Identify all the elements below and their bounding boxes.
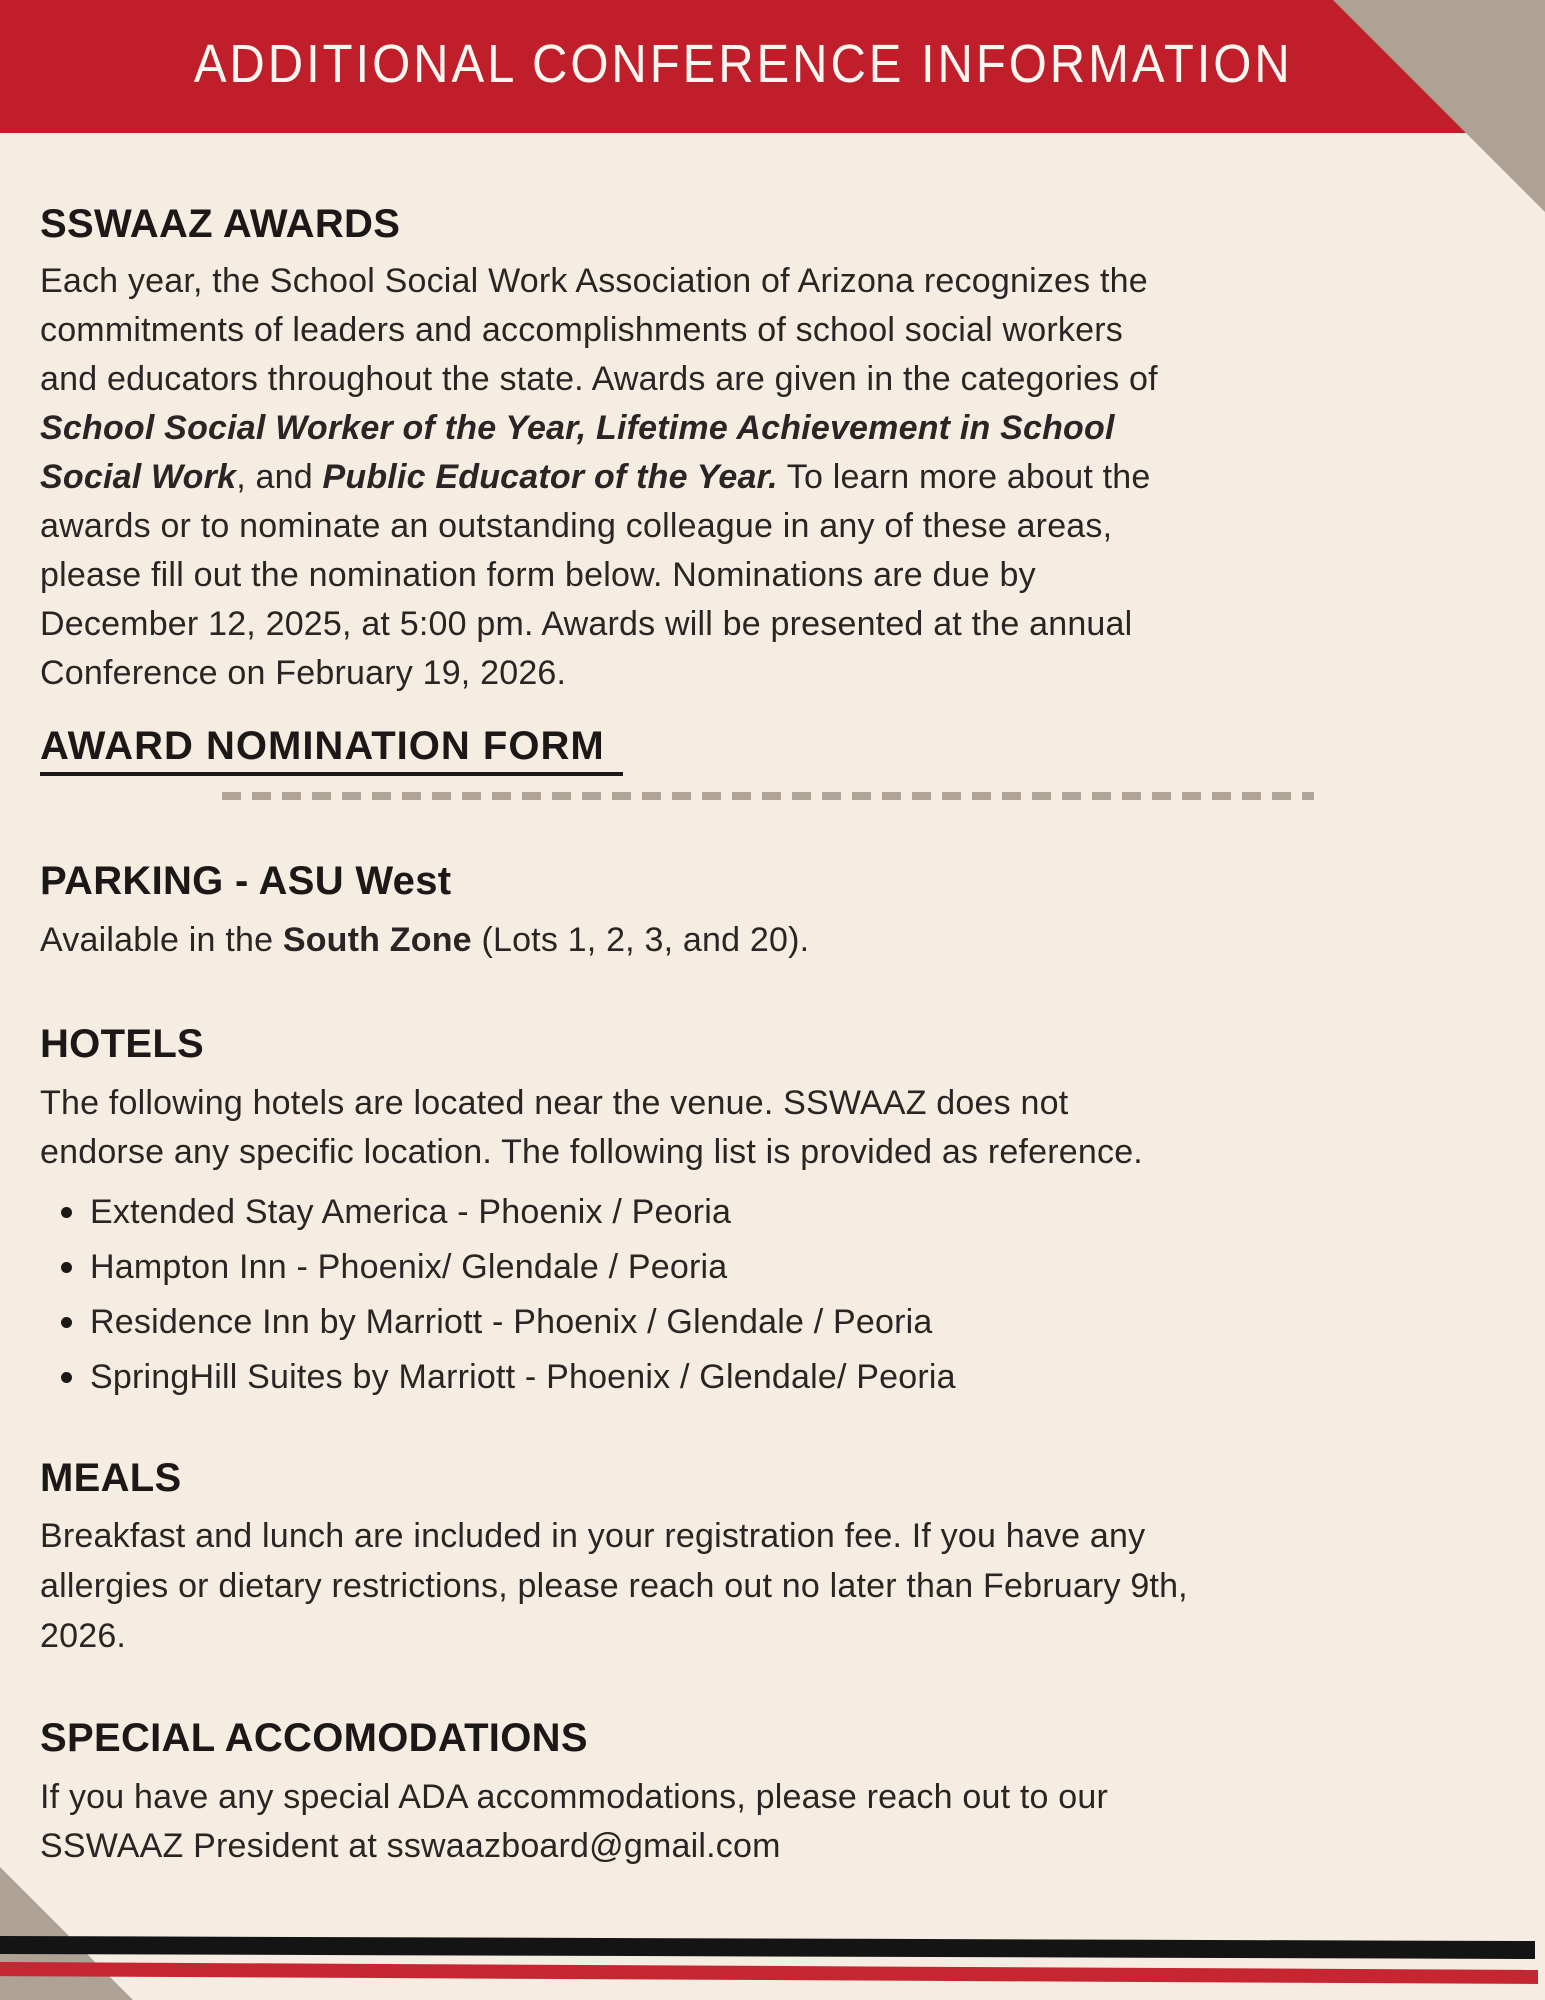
email-text: sswaazboard@gmail.com [386,1827,781,1865]
text-segment: The following hotels are located near the venue. SSWAAZ does not [40,1084,1069,1122]
section-accommodations [40,1715,1505,1871]
text-line [40,502,1505,551]
text-line [40,1773,1505,1822]
dashed-divider [222,792,1314,800]
text-line [40,355,1505,404]
text-line [40,453,1505,502]
text-segment: Social Work [40,458,237,496]
text-line [40,1611,1505,1661]
accommodations-paragraph [40,1773,1505,1871]
text-segment: and educators throughout the state. Awards are given in the categories of [40,360,1158,398]
text-line [40,600,1505,649]
hotel-list-item: Extended Stay America - Phoenix / Peoria [40,1185,1505,1240]
text-segment: allergies or dietary restrictions, please reach out no later than February 9th, [40,1567,1188,1605]
hotel-list-item: Hampton Inn - Phoenix/ Glendale / Peoria [40,1240,1505,1295]
text-segment: South Zone [282,921,472,959]
content [0,201,1545,1871]
text-line [40,649,1505,698]
footer-black-stripe [0,1936,1535,1959]
hotels-paragraph [40,1079,1505,1177]
text-segment: please fill out the nomination form below. Nominations are due by [40,556,1036,594]
hotel-list-item: SpringHill Suites by Marriott - Phoenix / Glendale/ Peoria [40,1350,1505,1405]
parking-paragraph [40,916,1505,965]
text-line [40,257,1505,306]
section-parking [40,858,1505,965]
text-segment: Available in the [40,921,283,959]
accommodations-heading: SPECIAL ACCOMODATIONS [40,1716,588,1760]
text-line [40,404,1505,453]
text-line [40,1822,1505,1871]
text-segment: endorse any specific location. The following list is provided as reference. [40,1133,1143,1171]
text-segment: December 12, 2025, at 5:00 pm. Awards will be presented at the annual [40,605,1133,643]
text-segment: School Social Worker of the Year, Lifetime Achievement in School [40,409,1115,447]
text-line [40,1561,1505,1611]
award-nomination-form-link[interactable]: AWARD NOMINATION FORM [40,724,623,776]
parking-heading: PARKING - ASU West [40,859,452,903]
text-segment: Conference on February 19, 2026. [40,654,567,692]
hotels-heading: HOTELS [40,1022,205,1066]
text-segment: To learn more about the [777,458,1151,496]
text-segment: If you have any special ADA accommodations, please reach out to our [40,1778,1109,1816]
text-line [40,551,1505,600]
hotel-list-item: Residence Inn by Marriott - Phoenix / Glendale / Peoria [40,1295,1505,1350]
awards-paragraph [40,257,1505,698]
text-segment: Public Educator of the Year. [322,458,778,496]
header-banner [0,0,1545,133]
text-line [40,916,1505,965]
text-segment: Breakfast and lunch are included in your registration fee. If you have any [40,1517,1146,1555]
text-segment: 2026. [40,1617,127,1655]
text-line [40,1079,1505,1128]
text-segment: awards or to nominate an outstanding colleague in any of these areas, [40,507,1113,545]
section-awards [40,201,1505,800]
footer-red-stripe [0,1962,1538,1984]
text-segment: (Lots 1, 2, 3, and 20). [471,921,810,959]
awards-heading: SSWAAZ AWARDS [40,202,401,246]
meals-heading: MEALS [40,1456,182,1500]
text-line [40,1128,1505,1177]
text-line [40,1511,1505,1561]
text-segment: SSWAAZ President at [40,1827,387,1865]
hotels-list [40,1185,1505,1405]
text-segment: Each year, the School Social Work Association of Arizona recognizes the [40,262,1148,300]
text-segment: , and [236,458,323,496]
section-hotels [40,1021,1505,1405]
text-segment: commitments of leaders and accomplishments of school social workers [40,311,1123,349]
section-meals [40,1455,1505,1661]
meals-paragraph [40,1511,1505,1661]
page-title: ADDITIONAL CONFERENCE INFORMATION [193,33,1293,94]
bottom-left-corner-decoration [0,1867,133,2000]
text-line [40,306,1505,355]
